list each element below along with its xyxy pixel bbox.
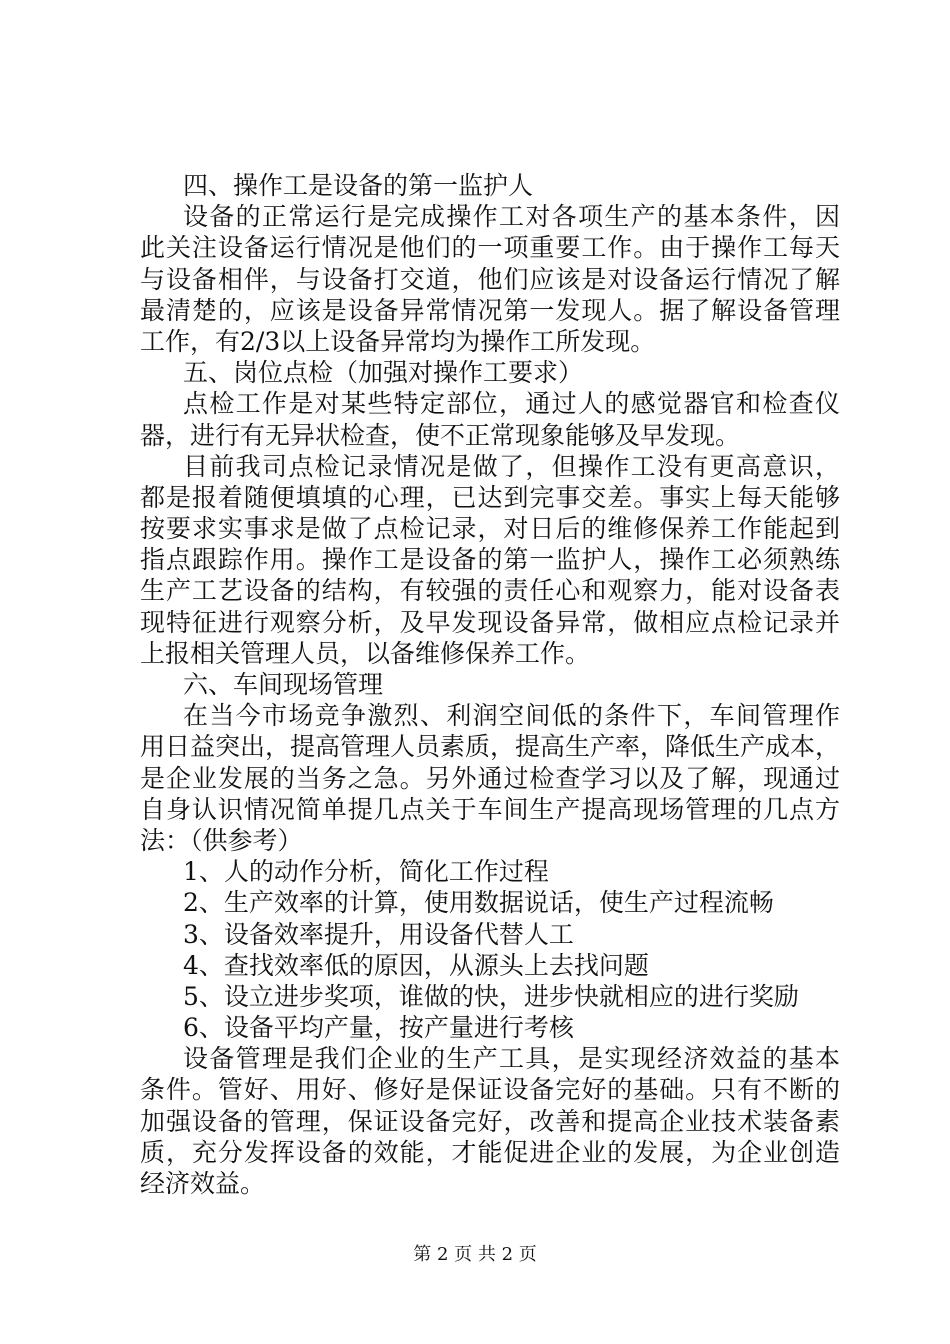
text-line: 加强设备的管理，保证设备完好，改善和提高企业技术装备素 <box>140 1106 840 1136</box>
paragraph <box>140 1043 840 1199</box>
text-line: 在当今市场竞争激烈、利润空间低的条件下，车间管理作 <box>183 701 840 731</box>
paragraph <box>140 1012 840 1043</box>
paragraph <box>140 357 840 388</box>
text-line: 器，进行有无异状检查，使不正常现象能够及早发现。 <box>140 420 741 450</box>
paragraph <box>140 856 840 887</box>
text-line: 生产工艺设备的结构，有较强的责任心和观察力，能对设备表 <box>140 576 840 606</box>
text-line: 是企业发展的当务之急。另外通过检查学习以及了解，现通过 <box>140 763 840 793</box>
text-line: 最清楚的，应该是设备异常情况第一发现人。据了解设备管理 <box>140 295 840 325</box>
text-line: 设备的正常运行是完成操作工对各项生产的基本条件，因 <box>183 202 840 232</box>
text-line: 指点跟踪作用。操作工是设备的第一监护人，操作工必须熟练 <box>140 545 840 575</box>
paragraph <box>140 887 840 918</box>
text-line: 都是报着随便填填的心理，已达到完事交差。事实上每天能够 <box>140 482 840 512</box>
text-line: 1、人的动作分析，简化工作过程 <box>183 857 549 887</box>
document-body <box>140 170 840 1199</box>
text-line: 经济效益。 <box>140 1169 266 1198</box>
text-line: 法：（供参考） <box>140 825 303 855</box>
text-line: 4、查找效率低的原因，从源头上去找问题 <box>183 950 649 980</box>
text-line: 上报相关管理人员，以备维修保养工作。 <box>140 638 591 668</box>
text-line: 现特征进行观察分析，及早发现设备异常，做相应点检记录并 <box>140 607 840 637</box>
text-line: 目前我司点检记录情况是做了，但操作工没有更高意识， <box>183 451 840 481</box>
paragraph <box>140 919 840 950</box>
paragraph <box>140 201 840 357</box>
text-line: 工作，有2/3以上设备异常均为操作工所发现。 <box>140 326 656 356</box>
text-line: 按要求实事求是做了点检记录，对日后的维修保养工作能起到 <box>140 514 840 544</box>
text-line: 条件。管好、用好、修好是保证设备完好的基础。只有不断的 <box>140 1075 840 1105</box>
text-line: 六、车间现场管理 <box>183 670 384 699</box>
text-line: 四、操作工是设备的第一监护人 <box>183 171 534 200</box>
paragraph <box>140 451 840 669</box>
page-footer: 第 2 页 共 2 页 <box>413 1244 537 1265</box>
text-line: 3、设备效率提升，用设备代替人工 <box>183 919 574 949</box>
paragraph <box>140 170 840 201</box>
text-line: 五、岗位点检（加强对操作工要求） <box>183 358 584 388</box>
paragraph <box>140 669 840 700</box>
text-line: 与设备相伴，与设备打交道，他们应该是对设备运行情况了解 <box>140 264 840 294</box>
text-line: 5、设立进步奖项，谁做的快，进步快就相应的进行奖励 <box>183 981 799 1011</box>
text-line: 点检工作是对某些特定部位，通过人的感觉器官和检查仪 <box>183 389 840 419</box>
text-line: 自身认识情况简单提几点关于车间生产提高现场管理的几点方 <box>140 794 840 824</box>
paragraph <box>140 388 840 450</box>
text-line: 6、设备平均产量，按产量进行考核 <box>183 1013 574 1043</box>
paragraph <box>140 700 840 856</box>
paragraph <box>140 950 840 981</box>
text-line: 2、生产效率的计算，使用数据说话，使生产过程流畅 <box>183 888 774 918</box>
paragraph <box>140 981 840 1012</box>
text-line: 用日益突出，提高管理人员素质，提高生产率，降低生产成本， <box>140 732 841 762</box>
text-line: 设备管理是我们企业的生产工具，是实现经济效益的基本 <box>183 1044 840 1074</box>
text-line: 质，充分发挥设备的效能，才能促进企业的发展，为企业创造 <box>140 1137 840 1167</box>
text-line: 此关注设备运行情况是他们的一项重要工作。由于操作工每天 <box>140 233 840 263</box>
